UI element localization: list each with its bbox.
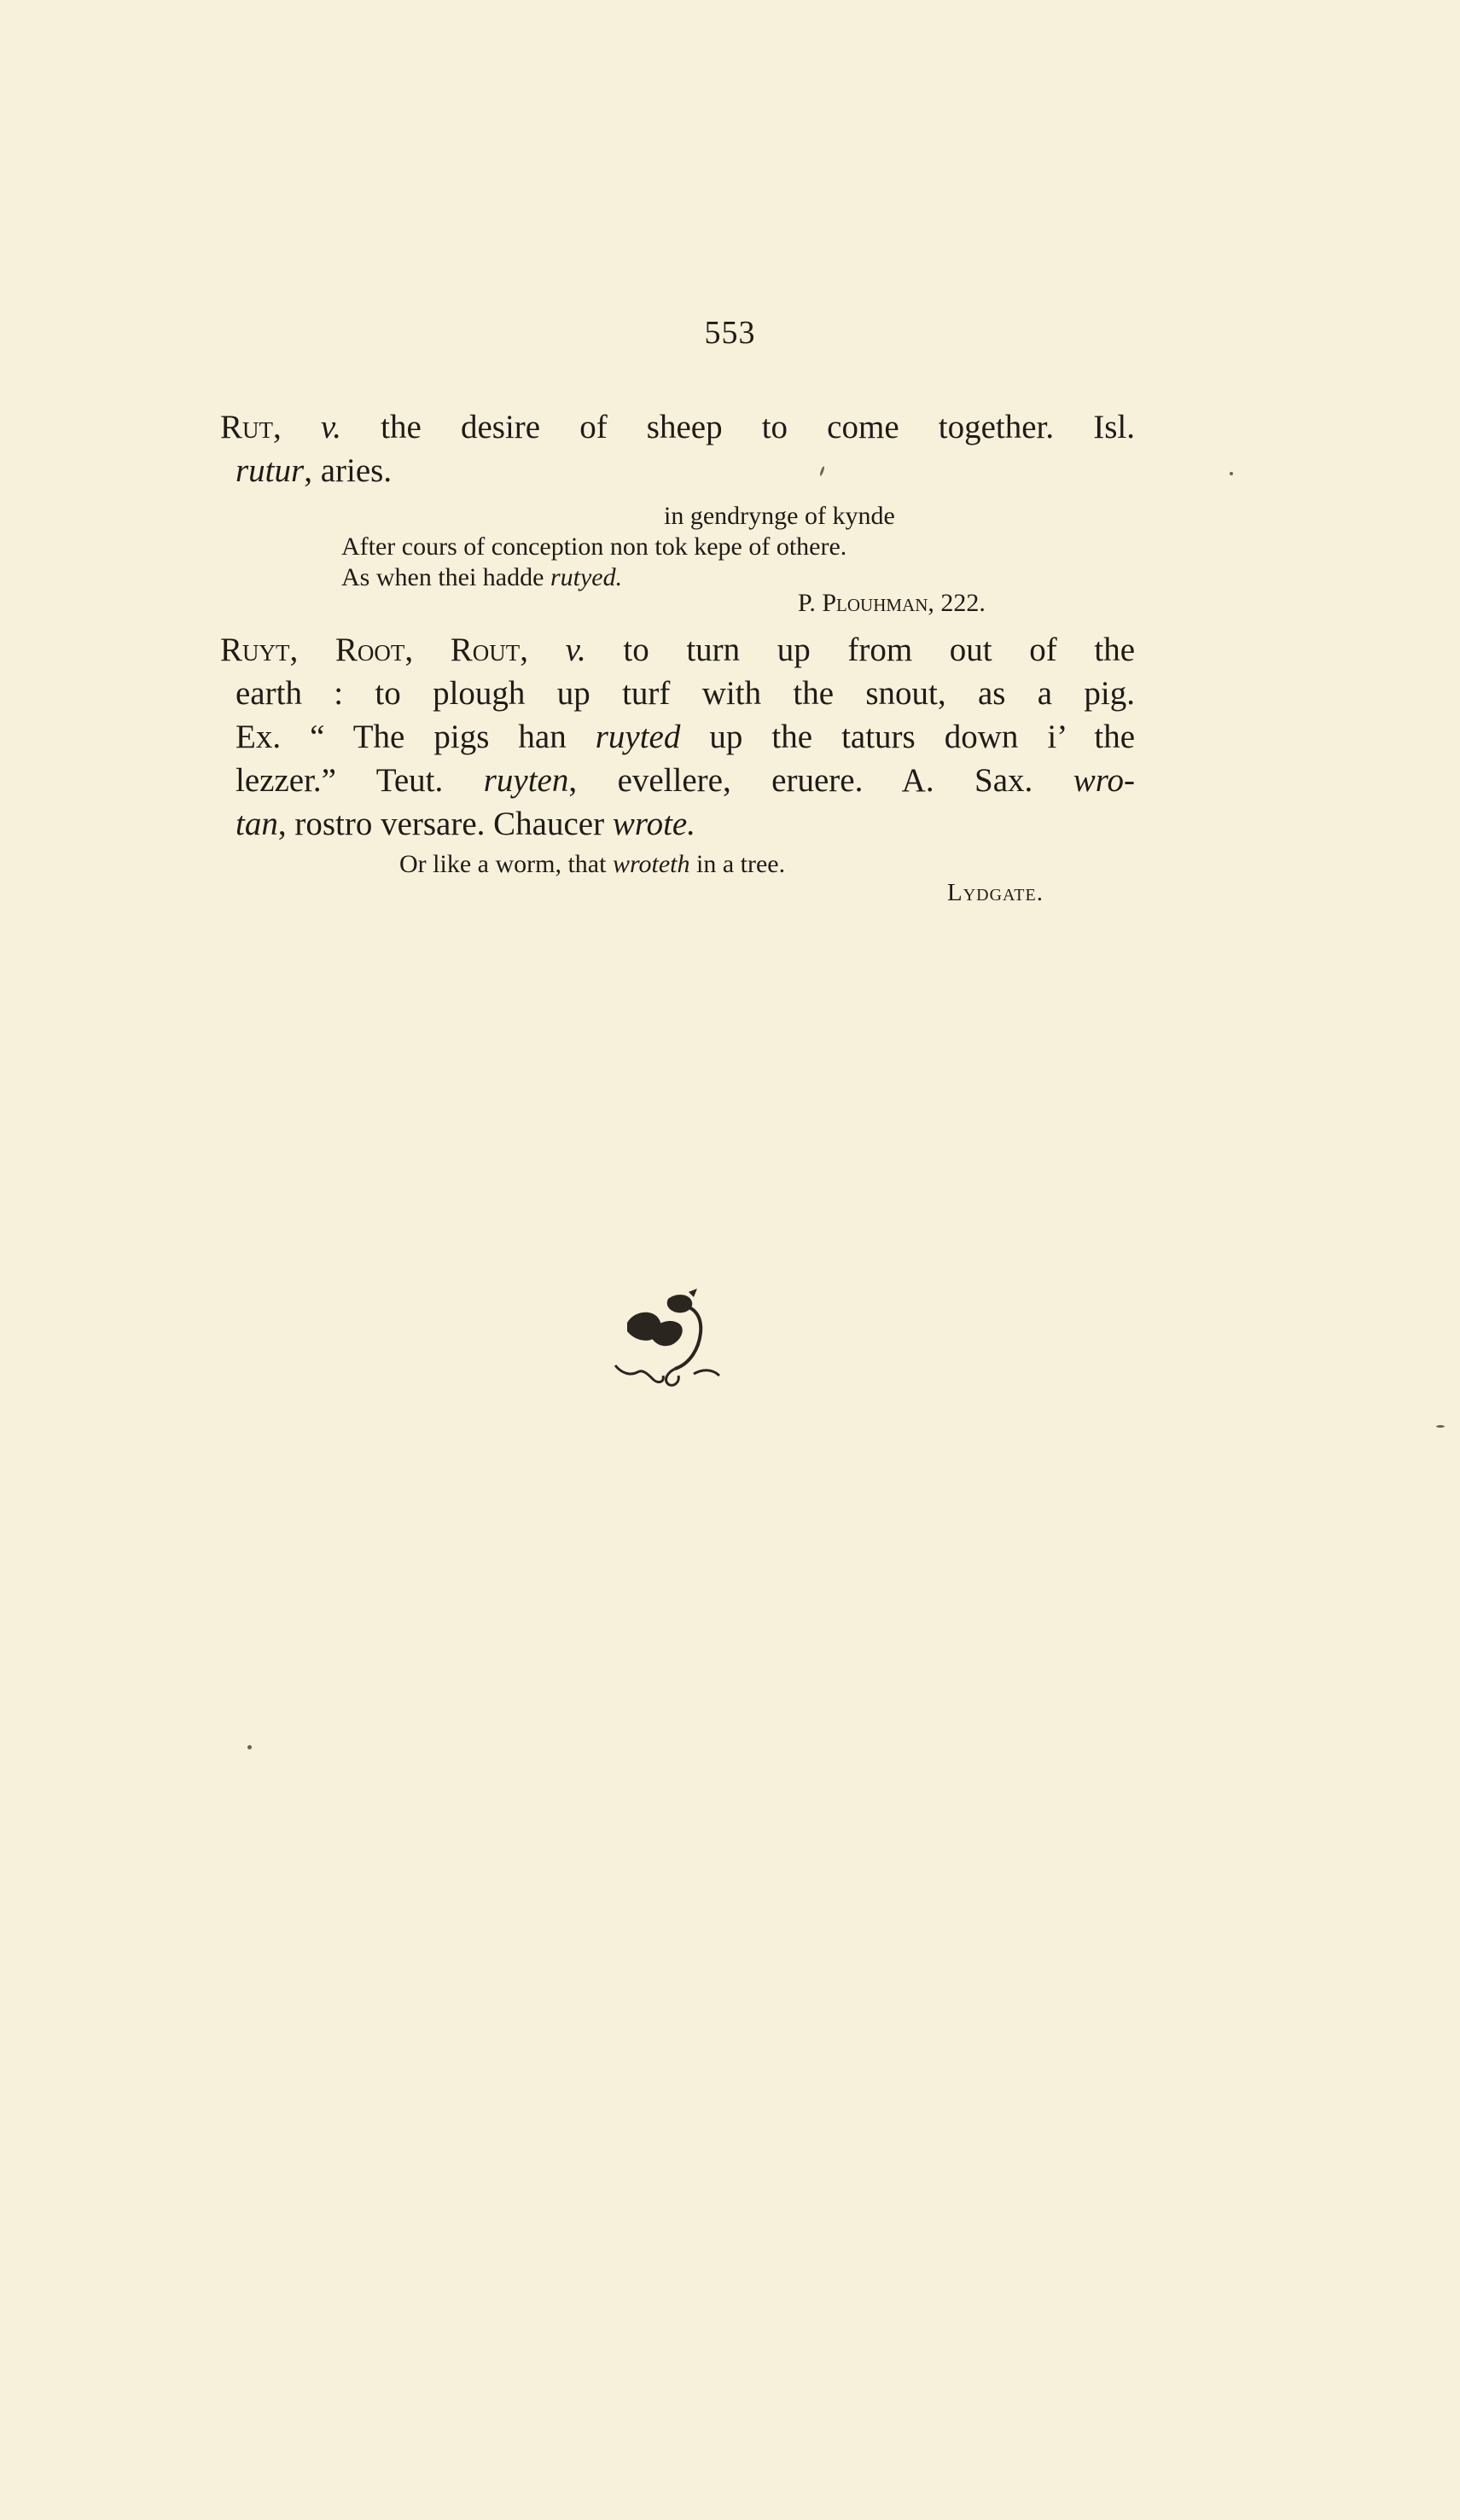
citation-lydgate: Lydgate. xyxy=(947,879,1044,906)
floral-ornament-icon xyxy=(608,1280,745,1400)
quote-ruyt-italic: wroteth xyxy=(612,850,690,878)
quote-ruyt-pre: Or like a worm, that xyxy=(399,850,613,878)
example-italic: ruyted xyxy=(595,719,681,755)
entry-ruyt-line-1 xyxy=(220,628,1135,672)
headword-rut: Rut xyxy=(220,409,274,445)
stray-speck xyxy=(247,1745,252,1749)
quote-rut-italic: rutyed. xyxy=(550,563,623,591)
etymon-wrotan-1: wro- xyxy=(1073,762,1135,799)
gloss-aries: , aries. xyxy=(304,452,393,489)
entry-rut-line-1: Rut, v. the desire of sheep to come together. Isl. xyxy=(220,409,1136,445)
etymon-wrote: wrote. xyxy=(612,806,695,842)
quote-rut-line-3 xyxy=(341,562,622,593)
quote-rut-line-3-text: As when thei hadde xyxy=(341,563,550,591)
etymology-pre: lezzer.” Teut. xyxy=(236,762,484,799)
citation-plouhman: P. Plouhman, 222. xyxy=(798,589,986,617)
part-of-speech: v. xyxy=(320,409,342,445)
quote-rut-line-1: in gendrynge of kynde xyxy=(664,502,895,530)
entry-ruyt-line-3 xyxy=(220,715,1135,759)
etymon-ruyten: ruyten xyxy=(483,762,569,799)
entry-ruyt-line-5 xyxy=(220,802,1135,846)
stray-speck xyxy=(1436,1425,1445,1428)
example-post: up the taturs down i’ the xyxy=(680,719,1136,755)
entry-ruyt xyxy=(220,628,1135,846)
entry-rut-line-2 xyxy=(220,449,1135,492)
etymon-wrotan-2: tan xyxy=(236,806,278,842)
stray-speck xyxy=(1230,472,1233,475)
part-of-speech: v. xyxy=(565,631,586,668)
quote-ruyt-line-1 xyxy=(399,849,785,880)
etymology-chaucer: , rostro versare. Chaucer xyxy=(277,806,613,842)
quote-ruyt-post: in a tree. xyxy=(689,850,786,878)
definition-ruyt-1: to turn up from out of the xyxy=(585,631,1136,668)
example-pre: Ex. “ The pigs han xyxy=(236,719,596,755)
headword-ruyt: Ruyt, Root, Rout, xyxy=(220,631,528,668)
entry-ruyt-line-4 xyxy=(220,759,1135,802)
entry-rut xyxy=(220,405,1135,492)
etymology-mid: , evellere, eruere. A. Sax. xyxy=(568,762,1073,799)
quote-rut-line-2: After cours of conception non tok kepe of othere. xyxy=(341,533,847,561)
etymon-rutur: rutur xyxy=(236,452,305,489)
definition-rut: the desire of sheep to come together. Isl. xyxy=(341,409,1136,445)
page-number: 553 xyxy=(704,315,756,351)
entry-ruyt-line-2: earth : to plough up turf with the snout, as a pig. xyxy=(236,675,1135,712)
